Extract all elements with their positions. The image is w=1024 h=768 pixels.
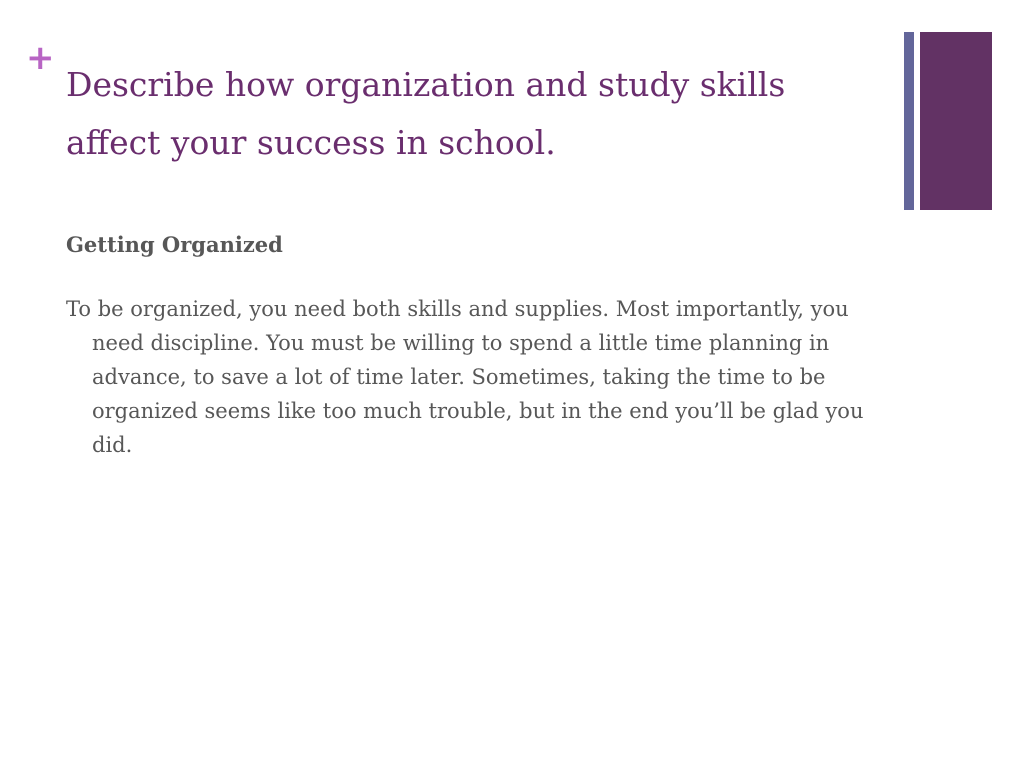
body-paragraph: To be organized, you need both skills and supplies. Most importantly, you need discipline. You must be willing to spend a little time planning in advance, to save a lot of time later. Sometimes, taking the time to be organized seems like too much trouble, but in the end you’ll be glad you did. (66, 297, 864, 457)
plus-icon: + (26, 38, 55, 78)
slide-title: Describe how organization and study skills affect your success in school. (66, 65, 786, 162)
decorative-bar-thick (920, 32, 992, 210)
section-heading: Getting Organized (66, 232, 283, 257)
decorative-bar-thin (904, 32, 914, 210)
